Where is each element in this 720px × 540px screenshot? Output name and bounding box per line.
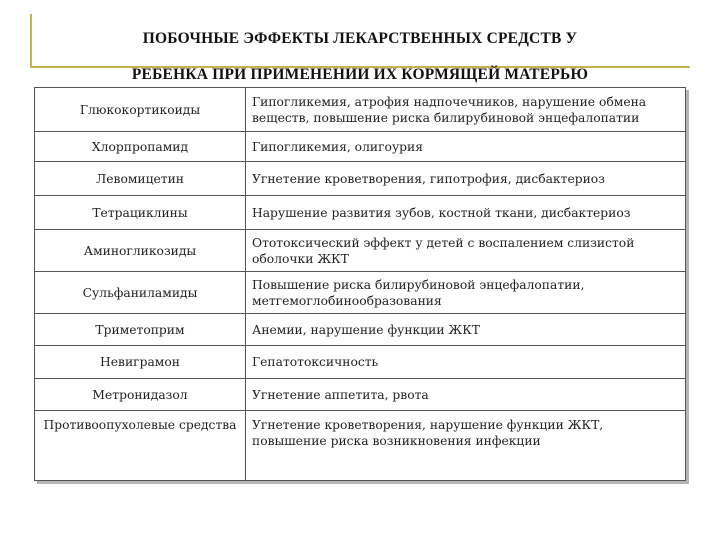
side-effect-cell: Анемии, нарушение функции ЖКТ — [246, 314, 686, 346]
side-effect-cell: Повышение риска билирубиновой энцефалопатии, метгемоглобинообразования — [246, 272, 686, 314]
page-title-line-2: РЕБЕНКА ПРИ ПРИМЕНЕНИИ ИХ КОРМЯЩЕЙ МАТЕРЬЮ — [131, 66, 589, 83]
side-effect-cell: Угнетение кроветворения, гипотрофия, дисбактериоз — [246, 162, 686, 196]
table-row — [35, 314, 686, 346]
table-row — [35, 88, 686, 132]
table-row — [35, 379, 686, 411]
table-row — [35, 411, 686, 481]
drug-name-cell: Сульфаниламиды — [35, 272, 246, 314]
drug-name-cell: Тетрациклины — [35, 196, 246, 230]
table-row — [35, 346, 686, 379]
side-effect-cell: Нарушение развития зубов, костной ткани, дисбактериоз — [246, 196, 686, 230]
drug-name-cell: Хлорпропамид — [35, 132, 246, 162]
side-effect-cell: Гипогликемия, олигоурия — [246, 132, 686, 162]
drug-name-cell: Метронидазол — [35, 379, 246, 411]
side-effect-cell: Гипогликемия, атрофия надпочечников, нарушение обмена веществ, повышение риска билирубиновой энцефалопатии — [246, 88, 686, 132]
side-effect-cell: Гепатотоксичность — [246, 346, 686, 379]
table-row — [35, 230, 686, 272]
drug-name-cell: Противоопухолевые средства — [35, 411, 246, 481]
drug-name-cell: Глюкокортикоиды — [35, 88, 246, 132]
page-title-line-1: ПОБОЧНЫЕ ЭФФЕКТЫ ЛЕКАРСТВЕННЫХ СРЕДСТВ У — [142, 30, 578, 47]
side-effect-cell: Ототоксический эффект у детей с воспалением слизистой оболочки ЖКТ — [246, 230, 686, 272]
table-row — [35, 162, 686, 196]
drug-name-cell: Триметоприм — [35, 314, 246, 346]
table-row — [35, 196, 686, 230]
side-effect-cell: Угнетение аппетита, рвота — [246, 379, 686, 411]
side-effect-cell: Угнетение кроветворения, нарушение функции ЖКТ, повышение риска возникновения инфекции — [246, 411, 686, 481]
table-row — [35, 132, 686, 162]
drug-name-cell: Левомицетин — [35, 162, 246, 196]
side-effects-table — [34, 87, 686, 481]
table-row — [35, 272, 686, 314]
drug-name-cell: Невиграмон — [35, 346, 246, 379]
drug-name-cell: Аминогликозиды — [35, 230, 246, 272]
